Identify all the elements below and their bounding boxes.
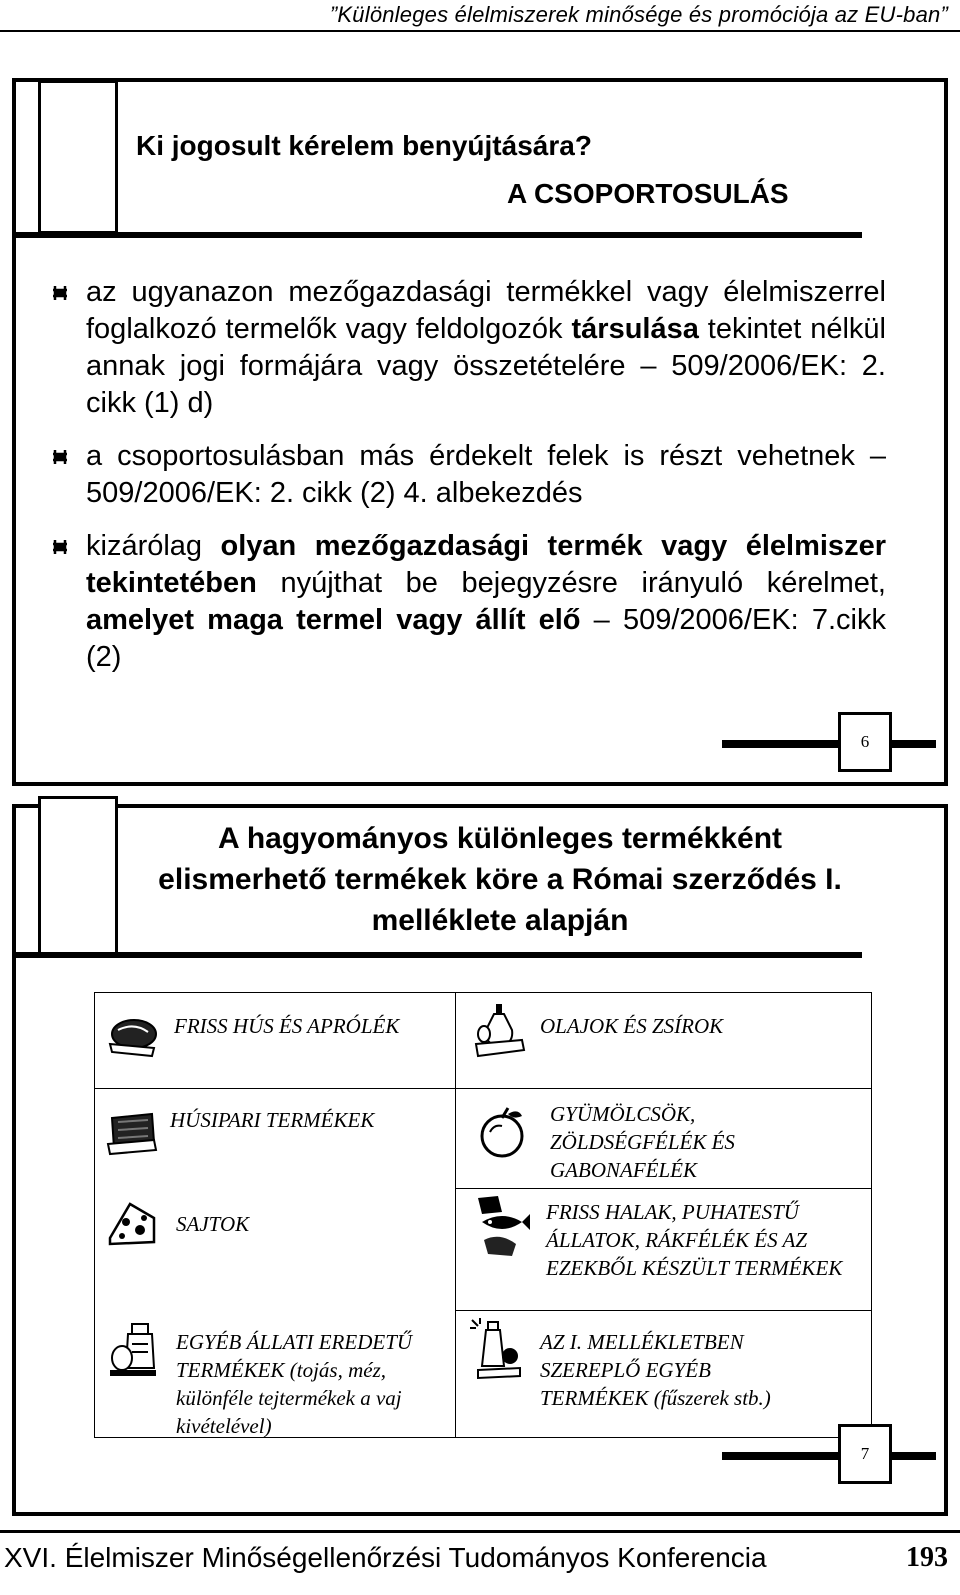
slide-title: A hagyományos különleges termékként elismerhető termékek köre a Római szerződés I. melléklete alapján xyxy=(158,822,842,937)
page-header xyxy=(0,0,960,32)
product-label: OLAJOK ÉS ZSÍROK xyxy=(540,1014,724,1038)
page-number: 193 xyxy=(906,1542,948,1573)
grid-divider xyxy=(455,1188,872,1189)
title-underline xyxy=(12,952,862,958)
grid-divider xyxy=(94,1088,455,1089)
grid-divider xyxy=(455,1088,872,1089)
slide-page-number: 6 xyxy=(838,712,892,772)
bullet-text: kizárólag xyxy=(86,530,221,562)
bullet-text: az ugyanazon mezőgazdasági termékkel vagy élelmiszerrel foglalkozó termelők vagy feldolgozók xyxy=(86,276,886,345)
slide-title-question: Ki jogosult kérelem benyújtására? xyxy=(136,130,592,161)
bullet-item xyxy=(86,438,886,512)
product-label: FRISS HÚS ÉS APRÓLÉK xyxy=(174,1014,400,1038)
cheese-icon xyxy=(104,1198,160,1250)
page-bar-left xyxy=(722,1452,838,1460)
page-bar-left xyxy=(722,740,838,748)
bullet-icon xyxy=(52,285,68,301)
meat-product-icon xyxy=(104,1108,160,1158)
bullet-text: – 509/2006/EK: 7.cikk (2) xyxy=(86,604,886,673)
slide-page-number: 7 xyxy=(838,1424,892,1484)
product-label: AZ I. MELLÉKLETBEN SZEREPLŐ EGYÉB TERMÉKEK (fűszerek stb.) xyxy=(540,1330,771,1410)
other-products-icon xyxy=(468,1316,528,1380)
grid-divider xyxy=(455,1310,872,1311)
bullet-text: tekintet nélkül annak jogi formájára vagy összetételére – 509/2006/EK: 2. cikk (1) d) xyxy=(86,313,886,419)
bullet-text-bold: társulása xyxy=(571,313,699,345)
bullet-text: a csoportosulásban más érdekelt felek is részt vehetnek – 509/2006/EK: 2. cikk (2) 4. albekezdés xyxy=(86,440,886,509)
product-label: EGYÉB ÁLLATI EREDETŰ TERMÉKEK (tojás, méz, különféle tejtermékek a vaj kivételével) xyxy=(176,1330,413,1438)
product-label: FRISS HALAK, PUHATESTŰ ÁLLATOK, RÁKFÉLÉK ÉS AZ EZEKBŐL KÉSZÜLT TERMÉKEK xyxy=(546,1200,843,1280)
page-footer xyxy=(0,1530,960,1595)
grid-divider xyxy=(455,992,456,1438)
bullet-icon xyxy=(52,539,68,555)
meat-icon xyxy=(104,1012,160,1060)
product-label: HÚSIPARI TERMÉKEK xyxy=(170,1108,375,1132)
slide-title-group: A CSOPORTOSULÁS xyxy=(507,178,789,209)
product-label: GYÜMÖLCSÖK, ZÖLDSÉGFÉLÉK ÉS GABONAFÉLÉK xyxy=(550,1102,735,1182)
animal-product-icon xyxy=(106,1318,160,1378)
header-title: ”Különleges élelmiszerek minősége és promóciója az EU-ban” xyxy=(329,2,948,27)
bullet-text-bold: amelyet maga termel vagy állít elő xyxy=(86,604,581,636)
slide-corner-decoration xyxy=(38,80,118,234)
title-underline xyxy=(12,232,862,238)
bullet-item xyxy=(86,528,886,676)
bullet-text: nyújthat be bejegyzésre irányuló kérelmet, xyxy=(256,567,886,599)
fish-icon xyxy=(472,1192,532,1262)
bullet-text-bold: olyan mezőgazdasági termék vagy élelmiszer tekintetében xyxy=(86,530,886,599)
slide-corner-decoration xyxy=(38,796,118,956)
bullet-list xyxy=(86,274,886,692)
oil-icon xyxy=(470,1000,528,1062)
bullet-icon xyxy=(52,449,68,465)
bullet-item xyxy=(86,274,886,422)
product-label: SAJTOK xyxy=(176,1212,250,1236)
page-bar-right xyxy=(890,1452,936,1460)
page-bar-right xyxy=(890,740,936,748)
conference-name: XVI. Élelmiszer Minőségellenőrzési Tudományos Konferencia xyxy=(4,1542,767,1573)
fruit-icon xyxy=(474,1104,530,1160)
